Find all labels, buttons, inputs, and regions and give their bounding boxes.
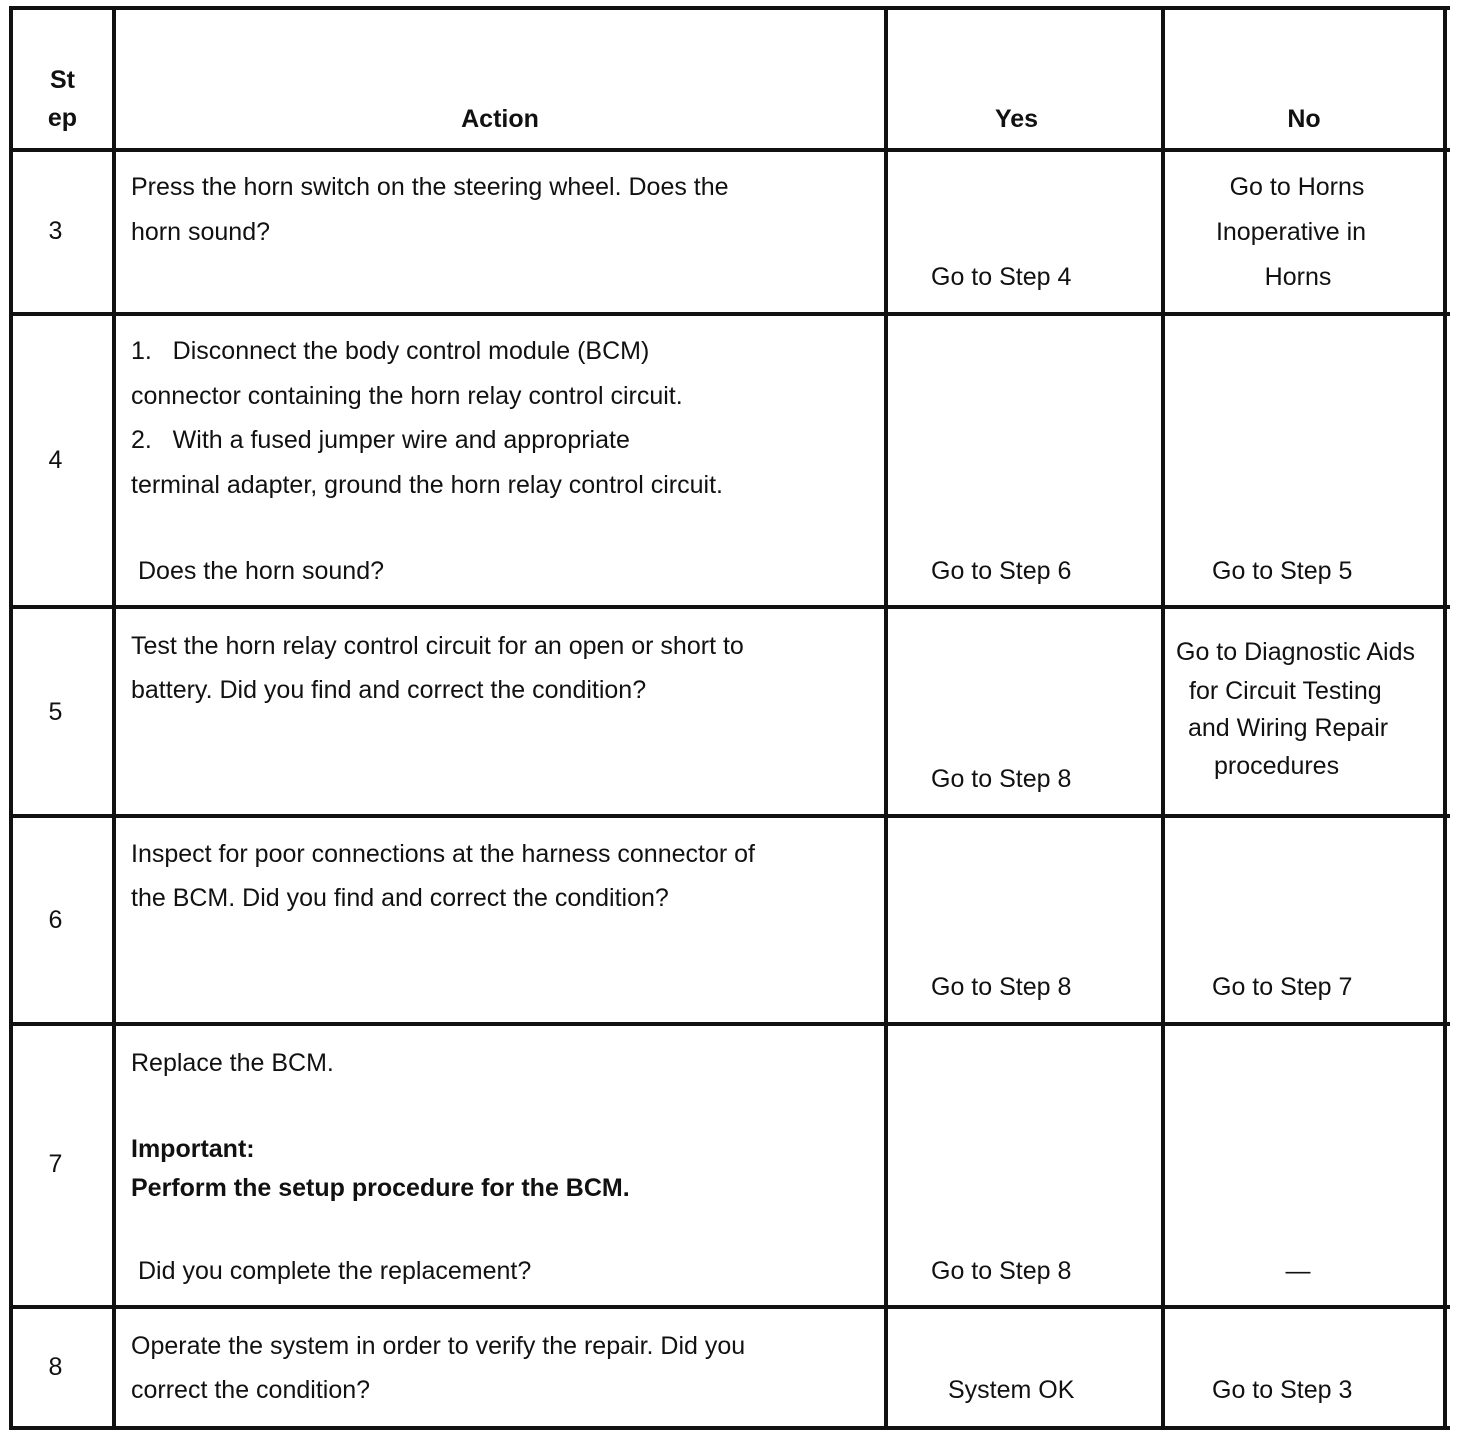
step-number: 7 — [48, 1150, 63, 1178]
row-divider — [9, 312, 1450, 316]
row-divider — [9, 1022, 1450, 1026]
action-text: 1. Disconnect the body control module (BCM) — [131, 337, 650, 365]
no-result: Go to Horns — [1229, 173, 1365, 201]
row-divider — [9, 1305, 1450, 1309]
no-result: for Circuit Testing — [1189, 677, 1382, 705]
action-text: correct the condition? — [131, 1376, 371, 1404]
step-number: 4 — [48, 446, 63, 474]
row-divider — [9, 148, 1450, 152]
header-no: No — [1287, 105, 1321, 133]
no-result: and Wiring Repair — [1188, 714, 1389, 742]
action-text: terminal adapter, ground the horn relay control circuit. — [131, 471, 723, 499]
no-result: Go to Step 7 — [1212, 973, 1353, 1001]
action-text: battery. Did you find and correct the condition? — [131, 676, 647, 704]
row-divider — [9, 814, 1450, 818]
action-text: Inspect for poor connections at the harness connector of — [131, 840, 755, 868]
table-border-top — [9, 6, 1450, 10]
action-text: the BCM. Did you find and correct the condition? — [131, 884, 669, 912]
table-border-right — [1443, 6, 1447, 1430]
action-question: Does the horn sound? — [138, 557, 385, 585]
step-number: 6 — [48, 906, 63, 934]
action-text: Test the horn relay control circuit for an open or short to — [131, 632, 744, 660]
action-text: connector containing the horn relay control circuit. — [131, 382, 683, 410]
action-text: Press the horn switch on the steering wheel. Does the — [131, 173, 729, 201]
yes-result: Go to Step 6 — [931, 557, 1072, 585]
yes-result: System OK — [948, 1376, 1075, 1404]
table-border-bottom — [9, 1426, 1450, 1430]
step-number: 5 — [48, 698, 63, 726]
important-label: Important: — [131, 1135, 255, 1163]
no-result: Go to Step 3 — [1212, 1376, 1353, 1404]
step-number: 8 — [48, 1353, 63, 1381]
yes-result: Go to Step 8 — [931, 765, 1072, 793]
action-text: 2. With a fused jumper wire and appropriate — [131, 426, 630, 454]
column-divider — [112, 6, 116, 1430]
no-result: procedures — [1214, 752, 1340, 780]
no-result: Go to Step 5 — [1212, 557, 1353, 585]
header-action: Action — [461, 105, 539, 133]
no-result: — — [1285, 1257, 1311, 1285]
column-divider — [884, 6, 888, 1430]
important-text: Perform the setup procedure for the BCM. — [131, 1174, 630, 1202]
row-divider — [9, 605, 1450, 609]
header-yes: Yes — [994, 105, 1039, 133]
no-result: Inoperative in — [1215, 218, 1367, 246]
action-text: Replace the BCM. — [131, 1049, 334, 1077]
header-step-part1: St — [50, 66, 75, 94]
no-result: Go to Diagnostic Aids — [1176, 638, 1416, 666]
step-number: 3 — [48, 217, 63, 245]
action-text: horn sound? — [131, 218, 271, 246]
yes-result: Go to Step 8 — [931, 1257, 1072, 1285]
action-text: Operate the system in order to verify the repair. Did you — [131, 1332, 746, 1360]
header-step-part2: ep — [47, 104, 78, 132]
yes-result: Go to Step 8 — [931, 973, 1072, 1001]
no-result: Horns — [1264, 263, 1332, 291]
yes-result: Go to Step 4 — [931, 263, 1072, 291]
action-question: Did you complete the replacement? — [138, 1257, 532, 1285]
